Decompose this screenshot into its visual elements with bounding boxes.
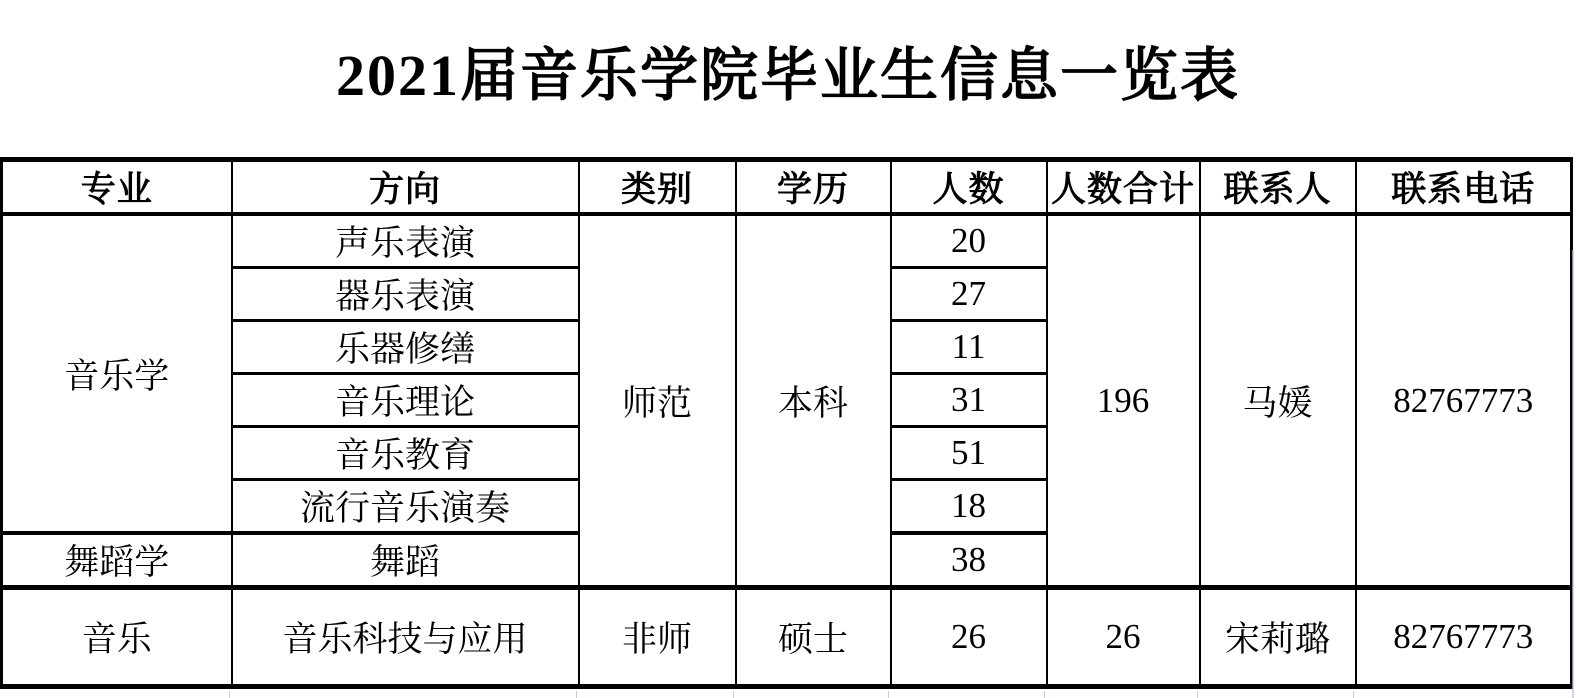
- cell-count: 27: [891, 268, 1047, 321]
- cell-contact-group2: 宋莉璐: [1200, 588, 1356, 687]
- cell-category-normal: 师范: [579, 214, 736, 588]
- gridline-artifact: [576, 691, 577, 698]
- cell-degree-master: 硕士: [736, 588, 891, 687]
- cell-direction: 音乐教育: [232, 427, 579, 480]
- cell-phone-group1: 82767773: [1356, 214, 1572, 588]
- header-row: [2, 160, 1572, 215]
- table-row: [2, 214, 1572, 268]
- column-header-direction: 方向: [232, 160, 579, 215]
- cell-total-group2: 26: [1047, 588, 1200, 687]
- gridline-artifact: [1197, 691, 1198, 698]
- cell-count: 31: [891, 374, 1047, 427]
- column-header-phone: 联系电话: [1356, 160, 1572, 215]
- column-header-category: 类别: [579, 160, 736, 215]
- gridline-artifact: [1044, 691, 1045, 698]
- cell-direction: 乐器修缮: [232, 321, 579, 374]
- column-header-contact: 联系人: [1200, 160, 1356, 215]
- cell-direction: 音乐理论: [232, 374, 579, 427]
- cell-direction: 器乐表演: [232, 268, 579, 321]
- cell-phone-group2: 82767773: [1356, 588, 1572, 687]
- table-row-music-masters: [2, 588, 1572, 687]
- cell-count: 11: [891, 321, 1047, 374]
- cell-contact-group1: 马媛: [1200, 214, 1356, 588]
- cell-major-music: 音乐: [2, 588, 232, 687]
- cell-count: 26: [891, 588, 1047, 687]
- cell-direction: 声乐表演: [232, 214, 579, 268]
- gridline-artifact: [1572, 250, 1574, 698]
- cell-category-non-normal: 非师: [579, 588, 736, 687]
- gridline-artifact: [1353, 691, 1354, 698]
- cell-count: 20: [891, 214, 1047, 268]
- cell-count: 51: [891, 427, 1047, 480]
- column-header-degree: 学历: [736, 160, 891, 215]
- cell-degree-bachelor: 本科: [736, 214, 891, 588]
- gridline-artifact: [888, 691, 889, 698]
- page-title: 2021届音乐学院毕业生信息一览表: [335, 43, 1240, 108]
- column-header-total: 人数合计: [1047, 160, 1200, 215]
- cell-direction: 流行音乐演奏: [232, 480, 579, 534]
- gridline-artifact: [229, 691, 230, 698]
- column-header-major: 专业: [2, 160, 232, 215]
- cell-direction: 音乐科技与应用: [232, 588, 579, 687]
- column-header-count: 人数: [891, 160, 1047, 215]
- graduates-info-table: [0, 157, 1573, 689]
- cell-major-musicology: 音乐学: [2, 214, 232, 533]
- cell-direction: 舞蹈: [232, 533, 579, 588]
- gridline-artifact: [733, 691, 734, 698]
- cell-major-dance: 舞蹈学: [2, 533, 232, 588]
- cell-count: 38: [891, 533, 1047, 588]
- cell-count: 18: [891, 480, 1047, 534]
- cell-total-group1: 196: [1047, 214, 1200, 588]
